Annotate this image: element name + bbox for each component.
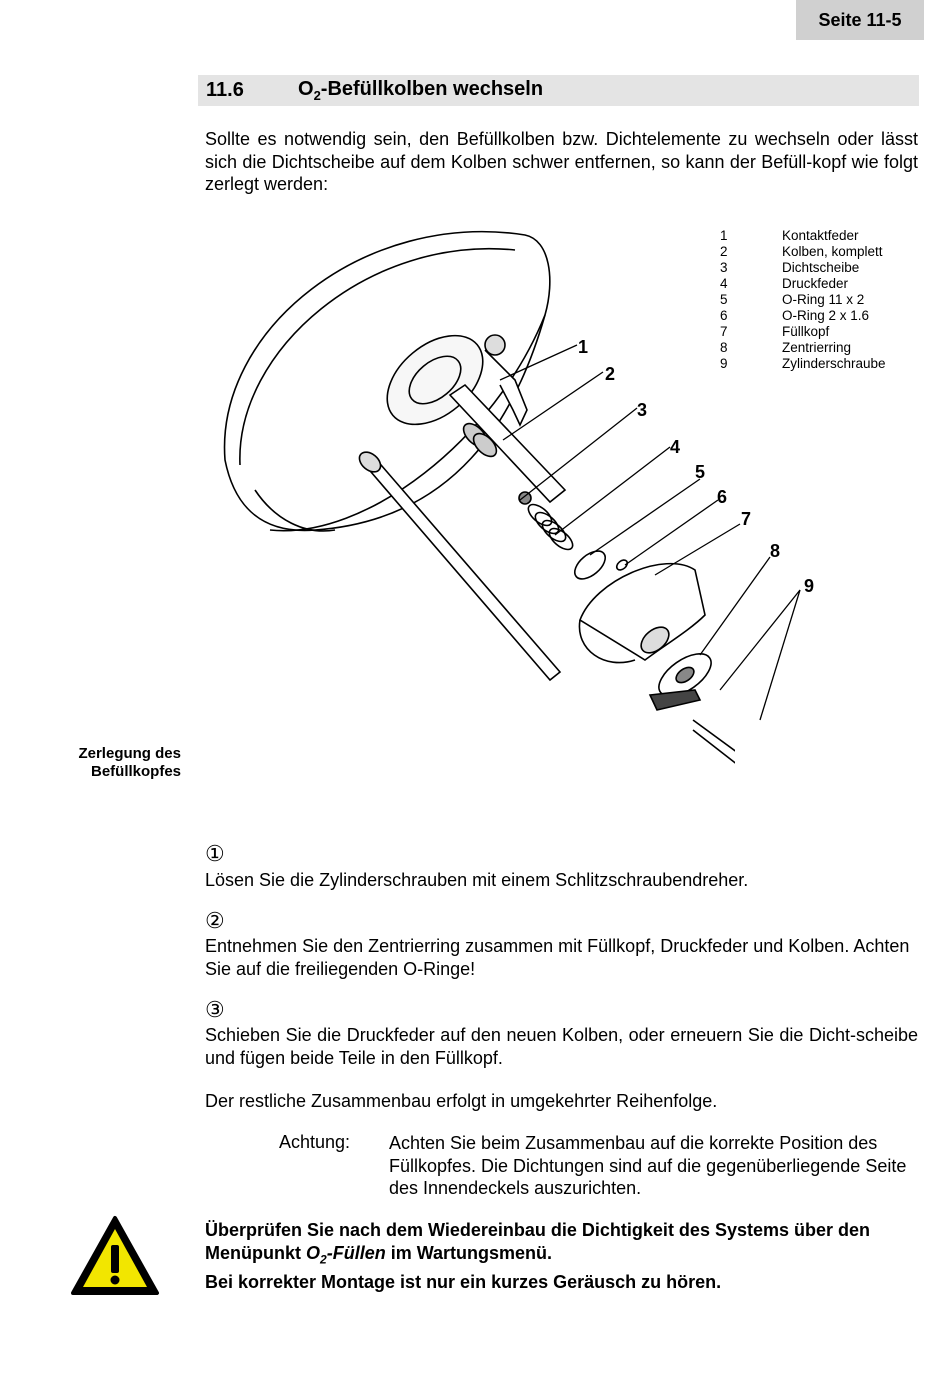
callout-8: 8	[770, 541, 781, 561]
legend-label: O-Ring 2 x 1.6	[782, 308, 870, 323]
legend-item	[720, 308, 886, 324]
step-1-text: Lösen Sie die Zylinderschrauben mit einem Schlitzschraubendreher.	[205, 870, 749, 890]
intro-paragraph: Sollte es notwendig sein, den Befüllkolben bzw. Dichtelemente zu wechseln oder lässt sich die Dichtscheibe auf dem Kolben schwer entfernen, so kann der Befüll-kopf wie folgt zerlegt werden:	[205, 129, 918, 194]
callout-6: 6	[717, 487, 728, 507]
legend-item	[720, 292, 886, 308]
legend-number: 9	[720, 356, 728, 371]
legend-label: O-Ring 11 x 2	[782, 292, 865, 307]
figure-caption: Zerlegung des Befüllkopfes	[78, 745, 181, 780]
step-2-mark: ②	[205, 908, 225, 933]
section-heading	[198, 75, 919, 106]
step-1-mark: ①	[205, 841, 225, 866]
legend-item	[720, 324, 886, 340]
note-label: Achtung:	[279, 1132, 351, 1152]
callout-2: 2	[605, 364, 616, 384]
legend-number: 2	[720, 244, 728, 259]
legend-label: Druckfeder	[782, 276, 849, 291]
parts-legend	[720, 228, 886, 372]
warning-text: Überprüfen Sie nach dem Wiedereinbau die Dichtigkeit des Systems über den Menüpunkt $O_2$-Füllen im Wartungsmenü. Bei korrekter Montage ist nur ein kurzes Geräusch zu hören.	[205, 1220, 871, 1292]
legend-number: 6	[720, 308, 728, 323]
legend-number: 3	[720, 260, 728, 275]
legend-label: Dichtscheibe	[782, 260, 860, 275]
section-title: $O_2$-Befüllkolben wechseln	[298, 78, 544, 103]
callout-3: 3	[637, 400, 648, 420]
note-text: Achten Sie beim Zusammenbau auf die korrekte Position des Füllkopfes. Die Dichtungen sind auf die gegenüberliegende Seite des Innendeckels auszurichten.	[389, 1133, 907, 1198]
step-2-text: Entnehmen Sie den Zentrierring zusammen mit Füllkopf, Druckfeder und Kolben. Achten Sie auf die freiliegenden O-Ringe!	[205, 936, 910, 979]
legend-item	[720, 276, 886, 292]
callout-1: 1	[578, 337, 589, 357]
legend-label: Zentrierring	[782, 340, 852, 355]
section-number: 11.6	[206, 79, 244, 101]
legend-item	[720, 260, 886, 276]
legend-label: Kolben, komplett	[782, 244, 883, 259]
page-number-tab: Seite 11-5	[796, 0, 924, 40]
exploded-view-illustration	[195, 220, 735, 830]
callout-4: 4	[670, 437, 681, 457]
legend-number: 8	[720, 340, 728, 355]
legend-item	[720, 228, 886, 244]
legend-label: Kontaktfeder	[782, 228, 859, 243]
legend-label: Füllkopf	[782, 324, 830, 339]
legend-item	[720, 356, 886, 372]
legend-number: 4	[720, 276, 728, 291]
legend-number: 1	[720, 228, 728, 243]
legend-number: 7	[720, 324, 728, 339]
legend-item	[720, 340, 886, 356]
callout-9: 9	[804, 576, 815, 596]
step-3-mark: ③	[205, 997, 225, 1022]
reassembly-text: Der restliche Zusammenbau erfolgt in umgekehrter Reihenfolge.	[205, 1091, 718, 1111]
legend-number: 5	[720, 292, 728, 307]
callout-5: 5	[695, 462, 706, 482]
warning-triangle-icon	[70, 1215, 160, 1297]
legend-item	[720, 244, 886, 260]
step-3-text: Schieben Sie die Druckfeder auf den neuen Kolben, oder erneuern Sie die Dicht-scheibe und fügen beide Teile in den Füllkopf.	[205, 1025, 918, 1068]
callout-7: 7	[741, 509, 752, 529]
legend-label: Zylinderschraube	[782, 356, 886, 371]
exploded-view-drawing	[195, 220, 735, 830]
